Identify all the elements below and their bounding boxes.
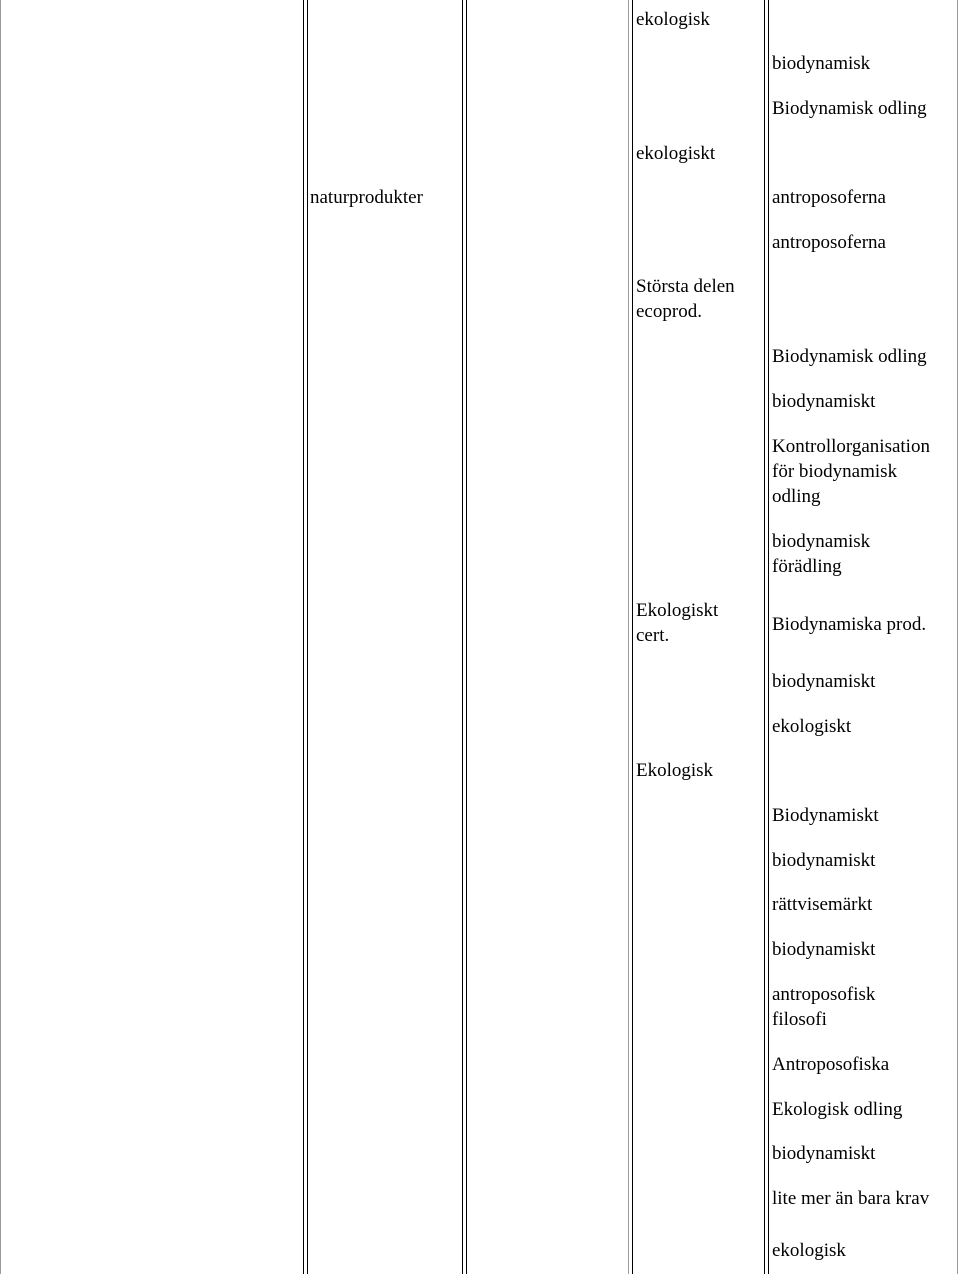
- cell-col3-item: biodynamiskt: [772, 391, 876, 412]
- cell-col3-item: antroposoferna: [772, 187, 886, 208]
- column-divider-4b: [768, 0, 769, 1274]
- cell-col2-item: Ekologisk: [636, 760, 714, 781]
- column-divider-1b: [307, 0, 308, 1274]
- column-divider-3a: [628, 0, 629, 1274]
- column-divider-3b: [632, 0, 633, 1274]
- cell-col3-item: Ekologisk odling: [772, 1099, 903, 1120]
- cell-naturprodukter: naturprodukter: [310, 187, 423, 208]
- cell-col3-item: biodynamiskt: [772, 1143, 876, 1164]
- cell-col3-item: antroposofisk filosofi: [772, 984, 876, 1030]
- cell-col3-item: antroposoferna: [772, 232, 886, 253]
- cell-col3-item: biodynamiskt: [772, 671, 876, 692]
- cell-col3-item: biodynamisk: [772, 53, 871, 74]
- cell-col3-item: Antroposofiska: [772, 1054, 890, 1075]
- column-divider-2a: [462, 0, 463, 1274]
- cell-col3-item: rättvisemärkt: [772, 894, 873, 915]
- cell-col3-item: ekologiskt: [772, 716, 852, 737]
- cell-col2-item: ekologiskt: [636, 143, 716, 164]
- cell-col2-item: Största delen ecoprod.: [636, 276, 735, 322]
- cell-col2-item: ekologisk: [636, 9, 710, 30]
- table-border-left: [0, 0, 1, 1274]
- cell-col3-item: Kontrollorganisation för biodynamisk odling: [772, 436, 930, 507]
- cell-col3-item: lite mer än bara krav: [772, 1188, 930, 1209]
- column-divider-4a: [764, 0, 765, 1274]
- cell-col3-item: Biodynamiskt: [772, 805, 879, 826]
- cell-col3-item: biodynamiskt: [772, 850, 876, 871]
- cell-col3-item: biodynamiskt: [772, 939, 876, 960]
- cell-col3-item: Biodynamiska prod.: [772, 614, 927, 635]
- cell-col3-item: Biodynamisk odling: [772, 346, 927, 367]
- cell-col3-item: Biodynamisk odling: [772, 98, 927, 119]
- cell-col3-item: ekologisk: [772, 1240, 846, 1261]
- column-divider-2b: [466, 0, 467, 1274]
- cell-col2-item: Ekologiskt cert.: [636, 600, 719, 646]
- table-border-right: [957, 0, 958, 1274]
- cell-col3-item: biodynamisk förädling: [772, 531, 871, 577]
- column-divider-1a: [303, 0, 304, 1274]
